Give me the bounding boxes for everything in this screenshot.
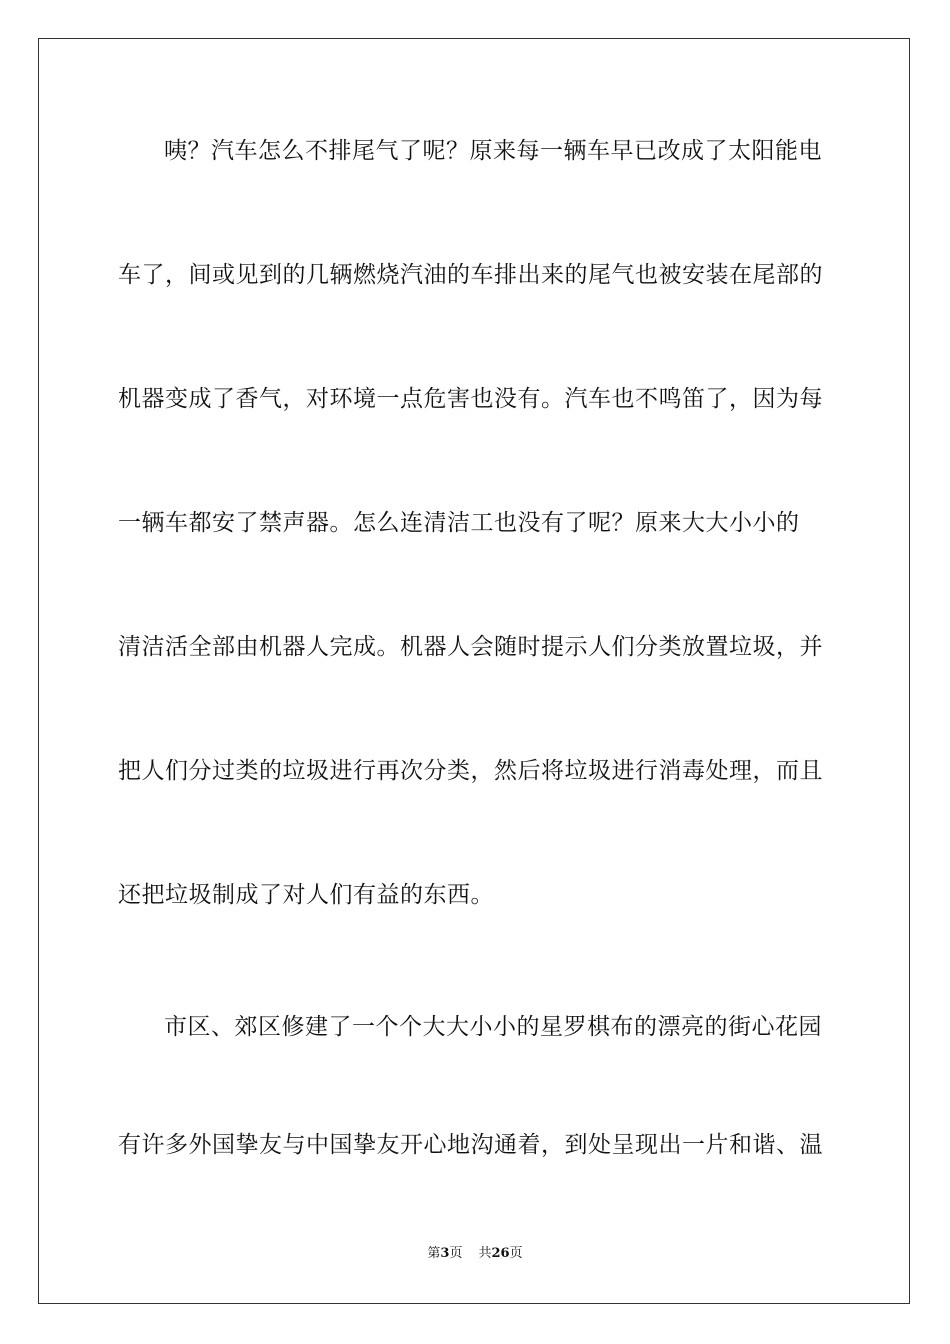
- total-pages: 26: [491, 1246, 510, 1261]
- paragraph-line: 一辆车都安了禁声器。怎么连清洁工也没有了呢？原来大大小小的: [118, 510, 800, 536]
- paragraph-line: 有许多外国挚友与中国挚友开心地沟通着，到处呈现出一片和谐、温: [118, 1132, 823, 1158]
- paragraph-line: 清洁活全部由机器人完成。机器人会随时提示人们分类放置垃圾，并: [118, 634, 823, 660]
- paragraph-line: 市区、郊区修建了一个个大大小小的星罗棋布的漂亮的街心花园: [164, 1014, 822, 1040]
- page-prefix: 第: [427, 1246, 441, 1261]
- total-suffix: 页: [509, 1246, 523, 1261]
- page-border: [38, 38, 910, 1304]
- paragraph-line: 咦？汽车怎么不排尾气了呢？原来每一辆车早已改成了太阳能电: [164, 138, 822, 164]
- paragraph-line: 把人们分过类的垃圾进行再次分类，然后将垃圾进行消毒处理，而且: [118, 758, 823, 784]
- page-number: 3: [440, 1246, 450, 1261]
- page-footer: [0, 1245, 950, 1263]
- paragraph-line: 车了，间或见到的几辆燃烧汽油的车排出来的尾气也被安装在尾部的: [118, 262, 823, 288]
- paragraph-line: 机器变成了香气，对环境一点危害也没有。汽车也不鸣笛了，因为每: [118, 386, 823, 412]
- page-suffix: 页: [449, 1246, 463, 1261]
- total-prefix: 共: [478, 1246, 492, 1261]
- paragraph-line: 还把垃圾制成了对人们有益的东西。: [118, 882, 494, 908]
